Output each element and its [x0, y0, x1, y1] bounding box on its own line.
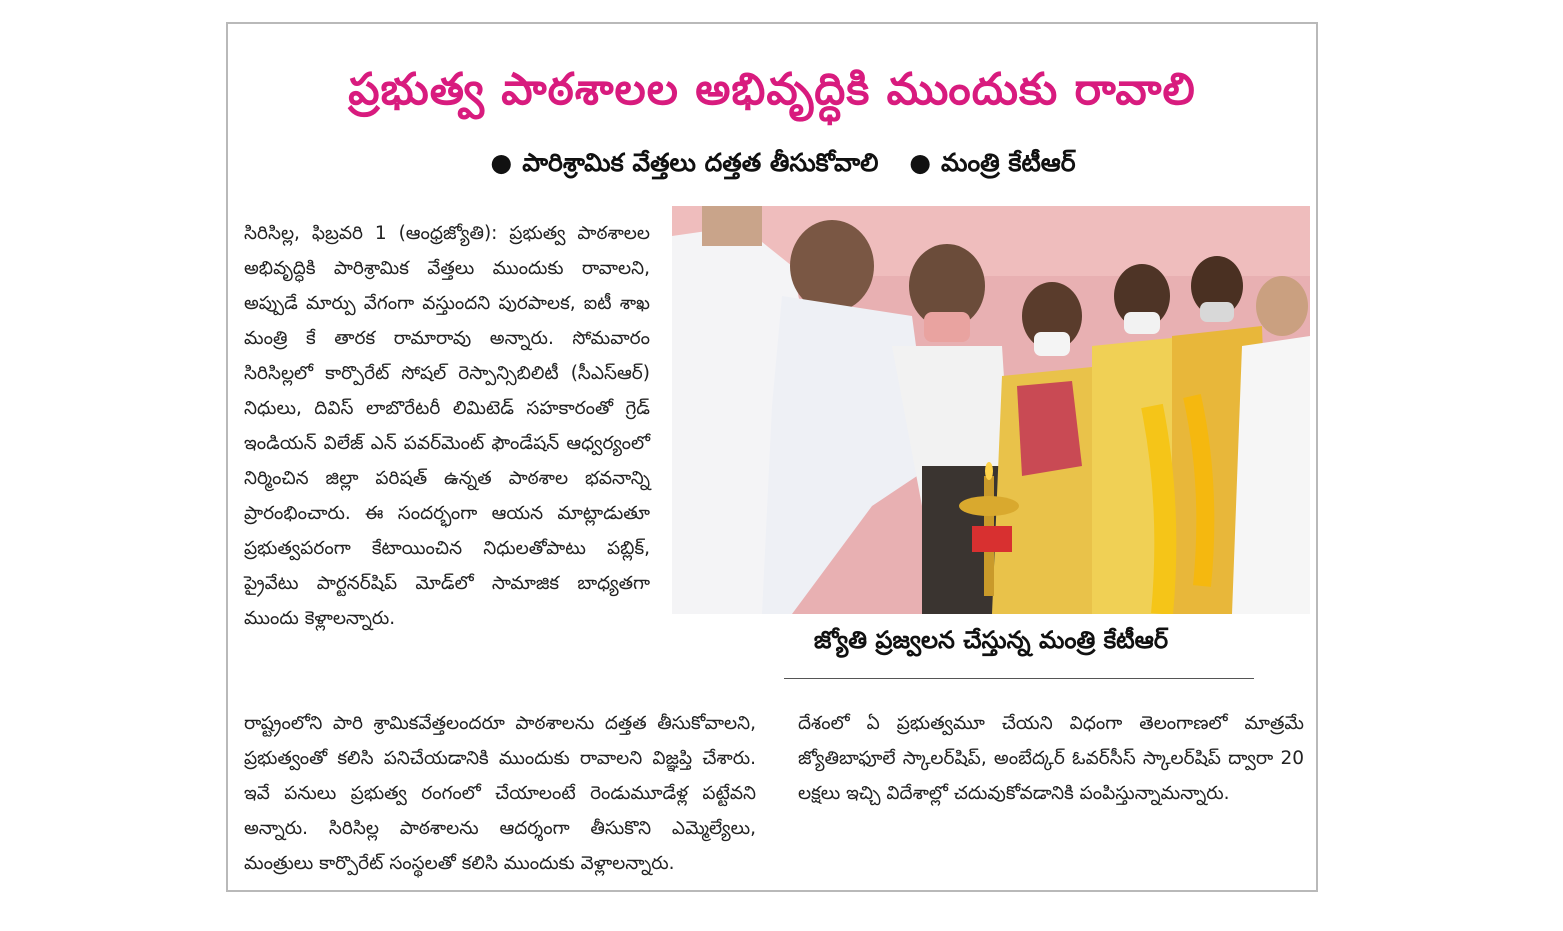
- caption-divider: [784, 678, 1254, 679]
- lamp-lighting-photo: [672, 206, 1310, 614]
- bullet-icon: ●: [909, 148, 932, 177]
- article-paragraph-left: రాష్ట్రంలోని పారి శ్రామికవేత్తలందరూ పాఠశాలను దత్తత తీసుకోవాలని, ప్రభుత్వంతో కలిసి పనిచేయడానికి ముందుకు రావాలని విజ్ఞప్తి చేశారు. ఇవే పనులు ప్రభుత్వ రంగంలో చేయాలంటే రెండుమూడేళ్ల పట్టేవని అన్నారు. సిరిసిల్ల పాఠశాలను ఆదర్శంగా తీసుకొని ఎమ్మెల్యేలు, మంత్రులు కార్పొరేట్ సంస్థలతో కలిసి ముందుకు వెళ్లాలన్నారు.: [244, 713, 756, 874]
- headline: ప్రభుత్వ పాఠశాలల అభివృద్ధికి ముందుకు రావాలి: [348, 64, 1196, 115]
- subhead-1: పారిశ్రామిక వేత్తలు దత్తత తీసుకోవాలి: [522, 148, 879, 177]
- bullet-icon: ●: [490, 148, 513, 177]
- subhead-2: మంత్రి కేటీఆర్: [941, 148, 1076, 177]
- newspaper-clipping: [226, 22, 1318, 892]
- news-photo: [672, 206, 1310, 614]
- article-paragraph-right: దేశంలో ఏ ప్రభుత్వమూ చేయని విధంగా తెలంగాణలో మాత్రమే జ్యోతిబాఫూలే స్కాలర్‌షిప్, అంబేద్కర్ ఓవర్‌సీస్ స్కాలర్‌షిప్ ద్వారా 20 లక్షలు ఇచ్చి విదేశాల్లో చదువుకోవడానికి పంపిస్తున్నామన్నారు.: [798, 713, 1304, 804]
- article-paragraph-top: సిరిసిల్ల, ఫిబ్రవరి 1 (ఆంధ్రజ్యోతి): ప్రభుత్వ పాఠశాలల అభివృద్ధికి పారిశ్రామిక వేత్తలు ముందుకు రావాలని, అప్పుడే మార్పు వేగంగా వస్తుందని పురపాలక, ఐటీ శాఖ మంత్రి కే తారక రామారావు అన్నారు. సోమవారం సిరిసిల్లలో కార్పొరేట్ సోషల్ రెస్పాన్సిబిలిటీ (సీఎస్ఆర్) నిధులు, దివిస్ లాబొరేటరీ లిమిటెడ్ సహకారంతో గ్రెడ్ ఇండియన్ విలేజ్ ఎన్ పవర్‌మెంట్ ఫౌండేషన్ ఆధ్వర్యంలో నిర్మించిన జిల్లా పరిషత్ ఉన్నత పాఠశాల భవనాన్ని ప్రారంభించారు. ఈ సందర్భంగా ఆయన మాట్లాడుతూ ప్రభుత్వపరంగా కేటాయించిన నిధులతోపాటు పబ్లిక్, ప్రైవేటు పార్టనర్‌షిప్ మోడ్‌లో సామాజిక బాధ్యతగా ముందు కెళ్లాలన్నారు.: [244, 223, 650, 629]
- photo-caption: జ్యోతి ప్రజ్వలన చేస్తున్న మంత్రి కేటీఆర్: [813, 626, 1169, 654]
- subheadline: [228, 148, 1316, 184]
